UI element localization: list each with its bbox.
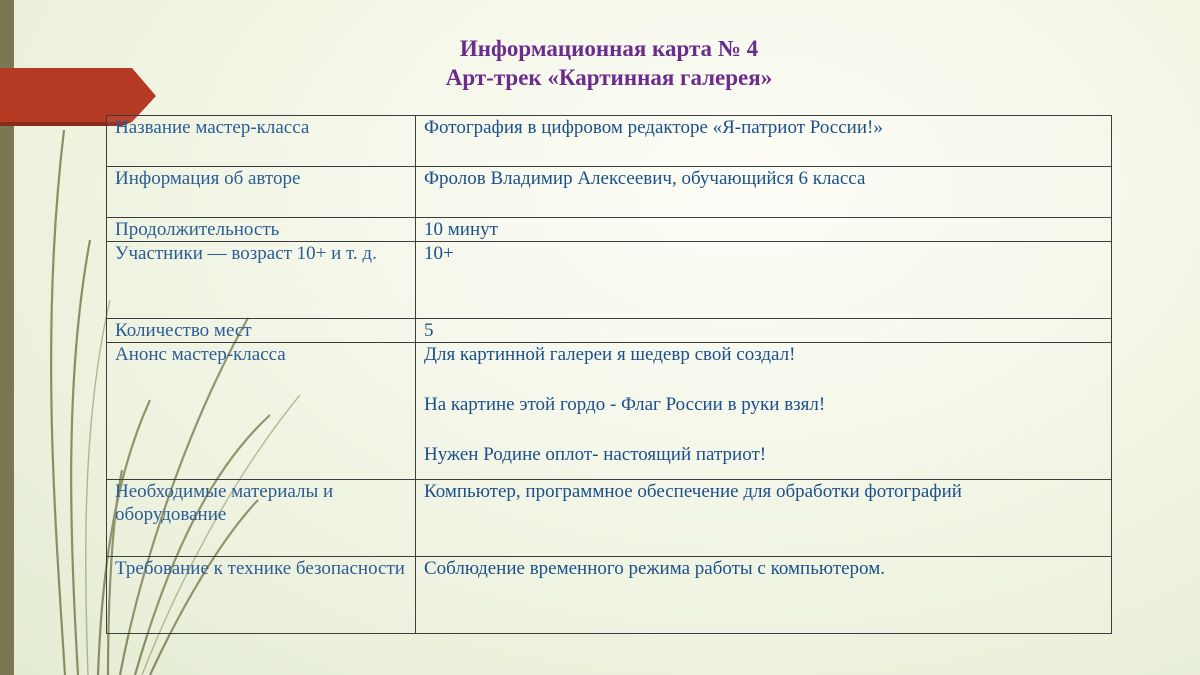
table-row <box>107 116 1112 167</box>
announcement-line: На картине этой гордо - Флаг России в руки взял! <box>424 394 826 415</box>
row-label: Анонс мастер-класса <box>107 343 416 480</box>
table-row <box>107 218 1112 242</box>
row-value: Соблюдение временного режима работы с компьютером. <box>416 557 1112 634</box>
title-line-1: Информационная карта № 4 <box>459 36 759 61</box>
page-title <box>0 34 1200 92</box>
announcement-line: Для картинной галереи я шедевр свой создал! <box>424 344 796 365</box>
row-value: Фролов Владимир Алексеевич, обучающийся 6 класса <box>416 167 1112 218</box>
table-row <box>107 242 1112 319</box>
row-label: Продолжительность <box>107 218 416 242</box>
row-value: 5 <box>416 319 1112 343</box>
row-label: Необходимые материалы и оборудование <box>107 480 416 557</box>
info-card-table <box>106 115 1112 634</box>
row-value: 10+ <box>416 242 1112 319</box>
table-row <box>107 343 1112 480</box>
row-value: Компьютер, программное обеспечение для обработки фотографий <box>416 480 1112 557</box>
title-line-2: Арт-трек «Картинная галерея» <box>445 65 773 90</box>
row-label: Требование к технике безопасности <box>107 557 416 634</box>
table-row <box>107 319 1112 343</box>
table-row <box>107 557 1112 634</box>
table-row <box>107 167 1112 218</box>
announcement-line: Нужен Родине оплот- настоящий патриот! <box>424 444 767 465</box>
row-value: 10 минут <box>416 218 1112 242</box>
announcement-text <box>416 343 1112 480</box>
row-label: Участники — возраст 10+ и т. д. <box>107 242 416 319</box>
row-label: Количество мест <box>107 319 416 343</box>
row-label: Название мастер-класса <box>107 116 416 167</box>
row-label: Информация об авторе <box>107 167 416 218</box>
table-row <box>107 480 1112 557</box>
row-value: Фотография в цифровом редакторе «Я-патриот России!» <box>416 116 1112 167</box>
